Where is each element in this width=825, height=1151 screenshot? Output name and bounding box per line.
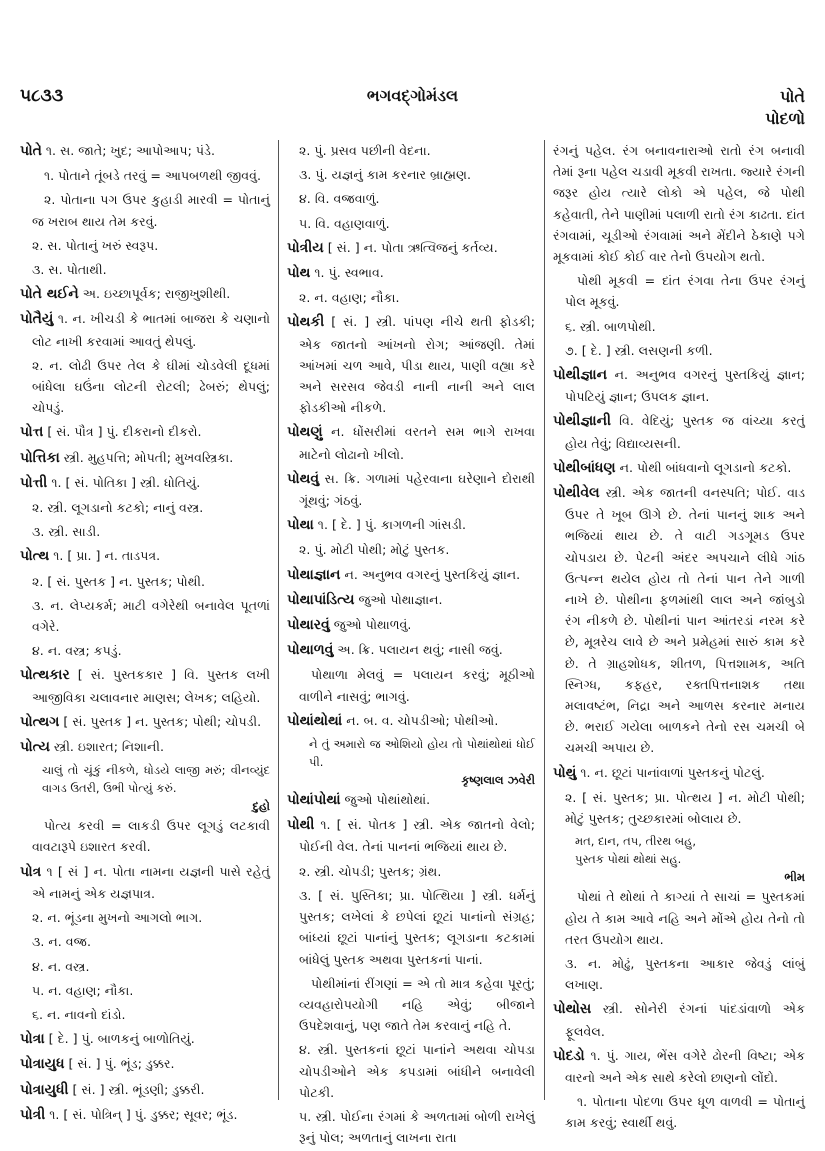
definition-text: [ દે. ] પું. બાળકનું બાળોતિયું. (48, 1031, 195, 1047)
definition-text: ૧. [ સં. પોત્રિન્ ] પું. ડુક્કર; સૂવર; ભૂંડ. (49, 1106, 238, 1122)
dictionary-entry (553, 482, 805, 759)
dictionary-entry (287, 814, 535, 857)
definition-text: અ. ક્રિ. પલાયન થવું; નાસી જવું. (337, 642, 503, 658)
definition-text: વિ. વેદિયું; પુસ્તક જ વાંચ્યા કરતું હોય તેવું; વિદ્યાવ્યસની. (565, 413, 805, 451)
numbered-sense (287, 140, 535, 161)
definition-text: ૧. ન. છૂટાં પાનાંવાળાં પુસ્તકનું પોટલું. (580, 764, 765, 780)
definition-text: સ્ત્રી. એક જાતની વનસ્પતિ; પોઈ. વાડ ઉપર તે ખૂબ ઊગે છે. તેનાં પાનનું શાક અને ભજિયાં થાય છે. તે વાટી ગડગૂમડ ઉપર ચોપડાય છે. પેટની અંદર અપચાને લીધે ગાંઠ ઉત્પન્ન થયેલ હોય તો તેનાં પાન તેને ગાળી નાખે છે. પોથીના ફળમાંથી લાલ અને જાંબુડો રંગ નીકળે છે. પોથીનાં પાન આંતરડાં નરમ કરે છે, મૂત્રરેચ લાવે છે અને પ્રમેહમાં સારું કામ કરે છે. તે ગ્રાહશોધક, શીતળ, પિત્તશામક, અતિ સ્નિગ્ધ, કફહર, રક્તપિત્તનાશક તથા મલાવષ્ટંભ, નિદ્રા અને આળસ કરનાર મનાય છે. ભરાઈ ગયેલા બાળકને તેનો રસ ચમચી બે ચમચી અપાય છે. (565, 485, 805, 756)
dictionary-entry (20, 472, 270, 494)
numbered-sense (20, 907, 270, 928)
quotation (287, 735, 535, 771)
definition-text: ૨. [ સં. પુસ્તક; પ્રા. પોત્થય ] ન. મોટી પોથી; મોટું પુસ્તક; તુચ્છકારમાં બોલાય છે. (565, 789, 805, 827)
dictionary-entry (553, 410, 805, 453)
definition-text: ૨. પું. મોટી પોથી; મોટું પુસ્તક. (299, 542, 450, 558)
definition-text: ન. બ. વ. ચોપડીઓ; પોથીઓ. (346, 712, 499, 728)
headword: પોથારવું (287, 617, 330, 634)
numbered-sense (20, 259, 270, 280)
numbered-sense (20, 235, 270, 256)
headword: પોથાજ્ઞાન (287, 566, 341, 583)
definition-text: ન. અનુભવ વગરનું પુસ્તકિયું જ્ઞાન. (344, 566, 521, 582)
definition-text: ૨. સ. પોતાનું ખરું સ્વરૂપ. (32, 237, 159, 253)
numbered-sense (553, 787, 805, 829)
dictionary-entry (20, 447, 270, 469)
definition-text: પોથાળા મેલવું = પલાયન કરવું; મૂઠીઓ વાળીને નાસવું; ભાગવું. (299, 667, 535, 704)
dictionary-entry (20, 421, 270, 443)
definition-text: ૧. પું. ગાય, ભેંસ વગેરે ઢોરની વિષ્ટા; એક વારનો અને એક સાથે કરેલો છાણનો લોંદો. (565, 1047, 805, 1085)
definition-text: પોત્ય કરવી = લાકડી ઉપર લૂગડું લટકાવી વાવટારૂપે ઇશારત કરવી. (32, 818, 270, 855)
definition-text: ભીમ (784, 870, 805, 885)
definition-text: સ્ત્રી. સોનેરી રંગનાં પાંદડાંવાળો એક ફૂલવેલ. (565, 1001, 805, 1039)
quotation (20, 761, 270, 797)
headword: પોતે થઈને (20, 286, 79, 303)
definition-text: ૭. [ દે. ] સ્ત્રી. લસણની કળી. (565, 342, 713, 358)
dictionary-entry (553, 762, 805, 784)
definition-text: ૩. સ. પોતાથી. (32, 262, 107, 278)
guide-words (765, 86, 805, 130)
numbered-sense (287, 164, 535, 185)
definition-text: સ્ત્રી. ઇશારત; નિશાની. (53, 739, 164, 755)
dictionary-entry (287, 262, 535, 284)
numbered-sense (20, 956, 270, 977)
numbered-sense (287, 287, 535, 308)
definition-text: ૧. [ પ્રા. ] ન. તાડપત્ર. (53, 548, 161, 564)
definition-text: ૨. પું. પ્રસવ પછીની વેદના. (299, 143, 431, 158)
definition-text: ૧. પોતાને તૂંબડે તરવું = આપબળથી જીવવું. (44, 168, 261, 184)
quotation (553, 832, 805, 850)
dictionary-entry (287, 589, 535, 611)
definition-text: રંગનું પહેલ. રંગ બનાવનારાઓ રાતો રંગ બનાવી તેમાં રૂના પહેલ ચડાવી મૂકવી રાખતા. જ્યારે રંગની જરૂર હોય ત્યારે લોકો એ પહેલ, જે પોથી કહેવાતી, તેને પાણીમાં પલાળી રાતો રંગ કાઢતા. દાંત રંગવામાં, ચૂડીઓ રંગવામાં અને મેંદીને ઠેકાણે પગે મૂકવામાં કોઈ કોઈ વાર તેનો ઉપયોગ થતો. (553, 143, 805, 265)
dictionary-entry (20, 861, 270, 904)
idiom-sense (20, 189, 270, 231)
definition-text: ૪. વિ. વજ્રવાળું. (299, 191, 380, 207)
numbered-sense (20, 497, 270, 518)
definition-text: ૨. સ્ત્રી. લૂગડાનો કટકો; નાનું વસ્ત્ર. (32, 500, 204, 516)
guide-word-first: પોતે (780, 87, 805, 106)
dictionary-entry (287, 421, 535, 464)
dictionary-entry (20, 711, 270, 733)
definition-text: [ સં. ] સ્ત્રી. પાંપણ નીચે થતી ફોડકી; એક જાતનો આંખનો રોગ; આંજણી. તેમાં આંખમાં ચળ આવે, પીડા થાય, પાણી વહ્યા કરે અને સરસવ જેવડી નાની નાની અને લાલ ફોડકીઓ નીકળે. (299, 314, 535, 416)
definition-text: ૨. સ્ત્રી. ચોપડી; પુસ્તક; ગ્રંથ. (299, 863, 442, 879)
dictionary-entry (287, 614, 535, 636)
numbered-sense (287, 861, 535, 882)
definition-text: ૧. [ સં. પોતિકા ] સ્ત્રી. ધોતિયું. (51, 474, 201, 490)
definition-text: અ. ઇચ્છાપૂર્વક; રાજીખુશીથી. (82, 286, 231, 302)
idiom-sense (553, 886, 805, 950)
numbered-sense (287, 1039, 535, 1103)
definition-text: પોથી મૂકવી = દાંત રંગવા તેના ઉપર રંગનું પોલ મૂકવું. (565, 273, 805, 310)
definition-text: પોથાં તે થોથાં તે કાગ્યાં તે સાચાં = પુસ્તકમાં હોય તે કામ આવે નહિ અને મોંએ હોય તેનો તો તરત ઉપયોગ થાય. (565, 889, 805, 947)
column-right (553, 140, 805, 1137)
headword: પોથીજ્ઞાન (553, 367, 607, 384)
dictionary-entry (20, 664, 270, 707)
definition-text: ન. અનુભવ વગરનું પુસ્તકિયું જ્ઞાન; પોપટિયું જ્ઞાન; ઉપલક જ્ઞાન. (565, 367, 805, 405)
page-number: ૫૮૩૩ (20, 86, 64, 106)
headword: પોત્થગ (20, 713, 60, 730)
definition-text: ૩. સ્ત્રી. સાડી. (32, 524, 101, 540)
headword: પોથાંથોથાં (287, 712, 343, 729)
headword: પોત્ય (20, 739, 50, 756)
definition-text: ૩. પું. યજ્ઞનું કામ કરનાર બ્રાહ્મણ. (299, 167, 472, 183)
dictionary-entry (287, 789, 535, 811)
headword: પોથાળવું (287, 642, 334, 659)
column-divider (278, 140, 279, 1100)
dictionary-entry (20, 736, 270, 758)
definition-text: ૩. ન. મોઢું, પુસ્તકના આકાર જેવડું લાંબું લખાણ. (565, 955, 805, 993)
definition-text: [ સં. ] પું. ભૂંડ; ડુક્કર. (68, 1056, 175, 1072)
numbered-sense (20, 640, 270, 661)
definition-text: ૧. [ દે. ] પું. કાગળની ગાંસડી. (317, 517, 466, 533)
column-middle (287, 140, 535, 1151)
dictionary-entry (20, 1104, 270, 1126)
dictionary-entry (287, 311, 535, 418)
dictionary-entry (553, 457, 805, 479)
quotation-attribution (287, 771, 535, 789)
headword: પોત્તી (20, 474, 48, 491)
definition-text: ૬. ન. નાવનો દાંડો. (32, 1006, 126, 1022)
headword: પોતૈયું (20, 311, 54, 328)
definition-text: ને તું અમારો જ ઓશિયો હોય તો પોથાંથોથાં ધોઈ પી. (309, 737, 535, 770)
dictionary-entry (20, 545, 270, 567)
definition-text: ૪. સ્ત્રી. પુસ્તકનાં છૂટાં પાનાંને અથવા ચોપડા ચોપડીઓને એક કપડામાં બાંધીને બનાવેલી પોટકી. (299, 1042, 535, 1100)
definition-text: ૨. પોતાના પગ ઉપર કુહાડી મારવી = પોતાનું જ ખરાબ થાય તેમ કરવું. (32, 192, 270, 229)
numbered-sense (20, 1004, 270, 1025)
headword: પોથકી (287, 314, 325, 331)
numbered-sense (20, 980, 270, 1001)
headword: પોથીબાંધણ (553, 459, 616, 476)
definition-text: ૩. ન. વજ્ર. (32, 934, 92, 950)
definition-text: ૫. વિ. વહાણવાળું. (299, 215, 390, 231)
headword: પોત્ર (20, 863, 42, 880)
idiom-sense (553, 1091, 805, 1133)
definition-text: દુહો (252, 799, 270, 814)
numbered-sense (553, 340, 805, 361)
headword: પોદડો (553, 1047, 585, 1064)
definition-text: [ સં. પૌત્ર ] પું. દીકરાનો દીકરો. (47, 424, 202, 440)
idiom-sense (553, 270, 805, 312)
headword: પોત્રીય (287, 239, 324, 256)
numbered-sense (553, 316, 805, 337)
headword: પોત્થ (20, 548, 50, 565)
definition-text: ૩. ન. લેપ્યકર્મ; માટી વગેરેથી બનાવેલ પૂતળાં વગેરે. (32, 597, 270, 635)
quotation-attribution (553, 868, 805, 886)
numbered-sense (20, 571, 270, 592)
entry-continuation (553, 140, 805, 267)
definition-text: ચાલું તો ચૂંકું નીકળે, ધોડયે લાજી મરું; વીનવ્યુંદ વાગડ ઉતરી, ઉભી પોત્યું કરું. (42, 763, 270, 796)
dictionary-entry (287, 639, 535, 661)
numbered-sense (20, 931, 270, 952)
headword: પોથાપાંડિત્ય (287, 591, 355, 608)
definition-text: જુઓ પોથાળવું. (333, 617, 412, 633)
book-title: ભગવદ્ગોમંડલ (366, 86, 459, 105)
headword: પોથું (553, 764, 577, 781)
headword: પોથ (287, 265, 311, 282)
definition-text: પુસ્તક પોથાં થોથાં સહુ. (575, 852, 682, 867)
numbered-sense (20, 595, 270, 637)
definition-text: ૧. સ. જાતે; ખુદ; આપોઆપ; પંડે. (45, 143, 215, 158)
numbered-sense (20, 521, 270, 542)
column-divider (544, 140, 545, 1100)
definition-text: ૨. ન. લોઢી ઉપર તેલ કે ઘીમાં ચોડવેલી દૂધમાં બાંધેલા ઘઉંના લોટની રોટલી; ઢેબરું; થેપલું; ચોપડું. (32, 357, 270, 416)
definition-text: ૪. ન. વસ્ત્ર. (32, 958, 90, 974)
numbered-sense (553, 953, 805, 995)
definition-text: ન. પોથી બાંધવાનો લૂગડાનો કટકો. (619, 459, 792, 475)
dictionary-entry (20, 283, 270, 305)
idiom-sense (287, 664, 535, 706)
definition-text: [ સં. ] સ્ત્રી. ભૂંડણી; ડુક્કરી. (72, 1081, 205, 1097)
dictionary-entry (287, 710, 535, 732)
headword: પોત્રાયુધ (20, 1056, 65, 1073)
quotation (553, 850, 805, 868)
definition-text: ૨. ન. વહાણ; નૌકા. (299, 290, 400, 306)
dictionary-entry (287, 514, 535, 536)
definition-text: [ સં. પુસ્તક ] ન. પુસ્તક; પોથી; ચોપડી. (63, 713, 262, 729)
column-left (20, 140, 270, 1129)
definition-text: પોથીમાંનાં રીંગણાં = એ તો માત્ર કહેવા પૂરતું; વ્યવહારોપયોગી નહિ એવું; બીજાને ઉપદેશવાનું, પણ જાતે તેમ કરવાનું નહિ તે. (299, 975, 535, 1034)
dictionary-entry (20, 1028, 270, 1050)
definition-text: જુઓ પોથાજ્ઞાન. (358, 591, 443, 607)
headword: પોત્ત (20, 424, 44, 441)
idiom-sense (287, 973, 535, 1037)
headword: પોથીવેલ (553, 485, 600, 502)
headword: પોત્તિકા (20, 449, 60, 466)
definition-text: કૃષ્ણલાલ ઝવેરી (461, 773, 535, 788)
dictionary-entry (20, 1053, 270, 1075)
headword: પોત્રાયુધી (20, 1081, 69, 1098)
definition-text: ૫. ન. વહાણ; નૌકા. (32, 982, 134, 998)
dictionary-entry (553, 364, 805, 407)
definition-text: સ્ત્રી. મુહપત્તિ; મોપતી; મુખવસ્ત્રિકા. (63, 449, 234, 465)
definition-text: ૫. સ્ત્રી. પોઈના રંગમાં કે અળતામાં બોળી રાખેલું રૂનું પોલ; અળતાનું લાખના રાતા (299, 1108, 535, 1146)
idiom-sense (20, 815, 270, 857)
definition-text: ન. ધોંસરીમાં વરતને સમ ભાગે રાખવા માટેનો લોઢાનો ખીલો. (299, 424, 535, 462)
numbered-sense (287, 213, 535, 234)
definition-text: [ સં. ] ન. પોતા ઋત્વિજનું કર્તવ્ય. (327, 239, 498, 255)
dictionary-entry (553, 1045, 805, 1088)
numbered-sense (287, 1106, 535, 1148)
headword: પોત્રી (20, 1106, 46, 1123)
idiom-sense (20, 165, 270, 186)
dictionary-entry (20, 308, 270, 351)
dictionary-entry (553, 998, 805, 1041)
numbered-sense (287, 539, 535, 560)
guide-word-last: પોદળો (765, 109, 805, 128)
definition-text: ૩. [ સં. પુસ્તિકા; પ્રા. પોત્થિયા ] સ્ત્રી. ધર્મનું પુસ્તક; લખેલાં કે છપેલાં છૂટાં પાનાંનો સંગ્રહ; બાંધ્યાં છૂટાં પાનાંનું પુસ્તક; લૂગડાના કટકામાં બાંધેલું પુસ્તક અથવા પુસ્તકનાં પાનાં. (299, 887, 535, 967)
dictionary-entry (287, 237, 535, 259)
numbered-sense (287, 885, 535, 970)
headword: પોથીજ્ઞાની (553, 413, 612, 430)
definition-text: ૧. [ સં. પોતક ] સ્ત્રી. એક જાતનો વેલો; પોઈની વેલ. તેનાં પાનનાં ભજિયાં થાય છે. (299, 817, 535, 855)
definition-text: ૨. [ સં. પુસ્તક ] ન. પુસ્તક; પોથી. (32, 573, 205, 589)
definition-text: ૧. પોતાના પોદળા ઉપર ધૂળ વાળવી = પોતાનું કામ કરવું; સ્વાર્થી થવું. (565, 1094, 805, 1131)
definition-text: ૧. પું. સ્વભાવ. (314, 265, 384, 281)
definition-text: જુઓ પોથાંથોથાં. (344, 792, 431, 808)
headword: પોથવું (287, 470, 320, 487)
dictionary-entry (20, 140, 270, 162)
definition-text: ૧. ન. ખીચડી કે ભાતમાં બાજરા કે ચણાનો લોટ નાખી કરવામાં આવતું થેપલું. (32, 311, 270, 349)
definition-text: ૪. ન. વસ્ત્ર; કપડું. (32, 643, 122, 659)
headword: પોત્થકાર (20, 667, 70, 684)
headword: પોથોસ (553, 1001, 592, 1018)
headword: પોતે (20, 143, 42, 159)
definition-text: સ. ક્રિ. ગળામાં પહેરવાના ઘરેણાને દોરાથી ગૂંથવું; ગંઠવું. (299, 470, 535, 509)
definition-text: ૨. ન. ભૂંડના મુખનો આગલો ભાગ. (32, 910, 203, 926)
headword: પોથણું (287, 424, 323, 441)
numbered-sense (287, 188, 535, 209)
quotation-attribution (20, 797, 270, 815)
headword: પોત્રા (20, 1031, 45, 1048)
dictionary-entry (287, 564, 535, 586)
page-header (20, 82, 805, 132)
headword: પોથા (287, 517, 314, 534)
dictionary-entry (20, 1079, 270, 1101)
definition-text: [ સં. પુસ્તકકાર ] વિ. પુસ્તક લખી આજીવિકા ચલાવનાર માણસ; લેખક; લહિયો. (32, 667, 270, 705)
headword: પોથાંપોથાં (287, 792, 341, 809)
definition-text: મત, દાન, તપ, તીરથ બહુ, (575, 834, 696, 849)
dictionary-entry (287, 468, 535, 511)
definition-text: ૧ [ સં ] ન. પોતા નામના યજ્ઞની પાસે રહેતું એ નામનું એક યજ્ઞપાત્ર. (32, 863, 270, 901)
definition-text: ૬. સ્ત્રી. બાળપોથી. (565, 318, 656, 334)
headword: પોથી (287, 817, 315, 834)
numbered-sense (20, 355, 270, 419)
